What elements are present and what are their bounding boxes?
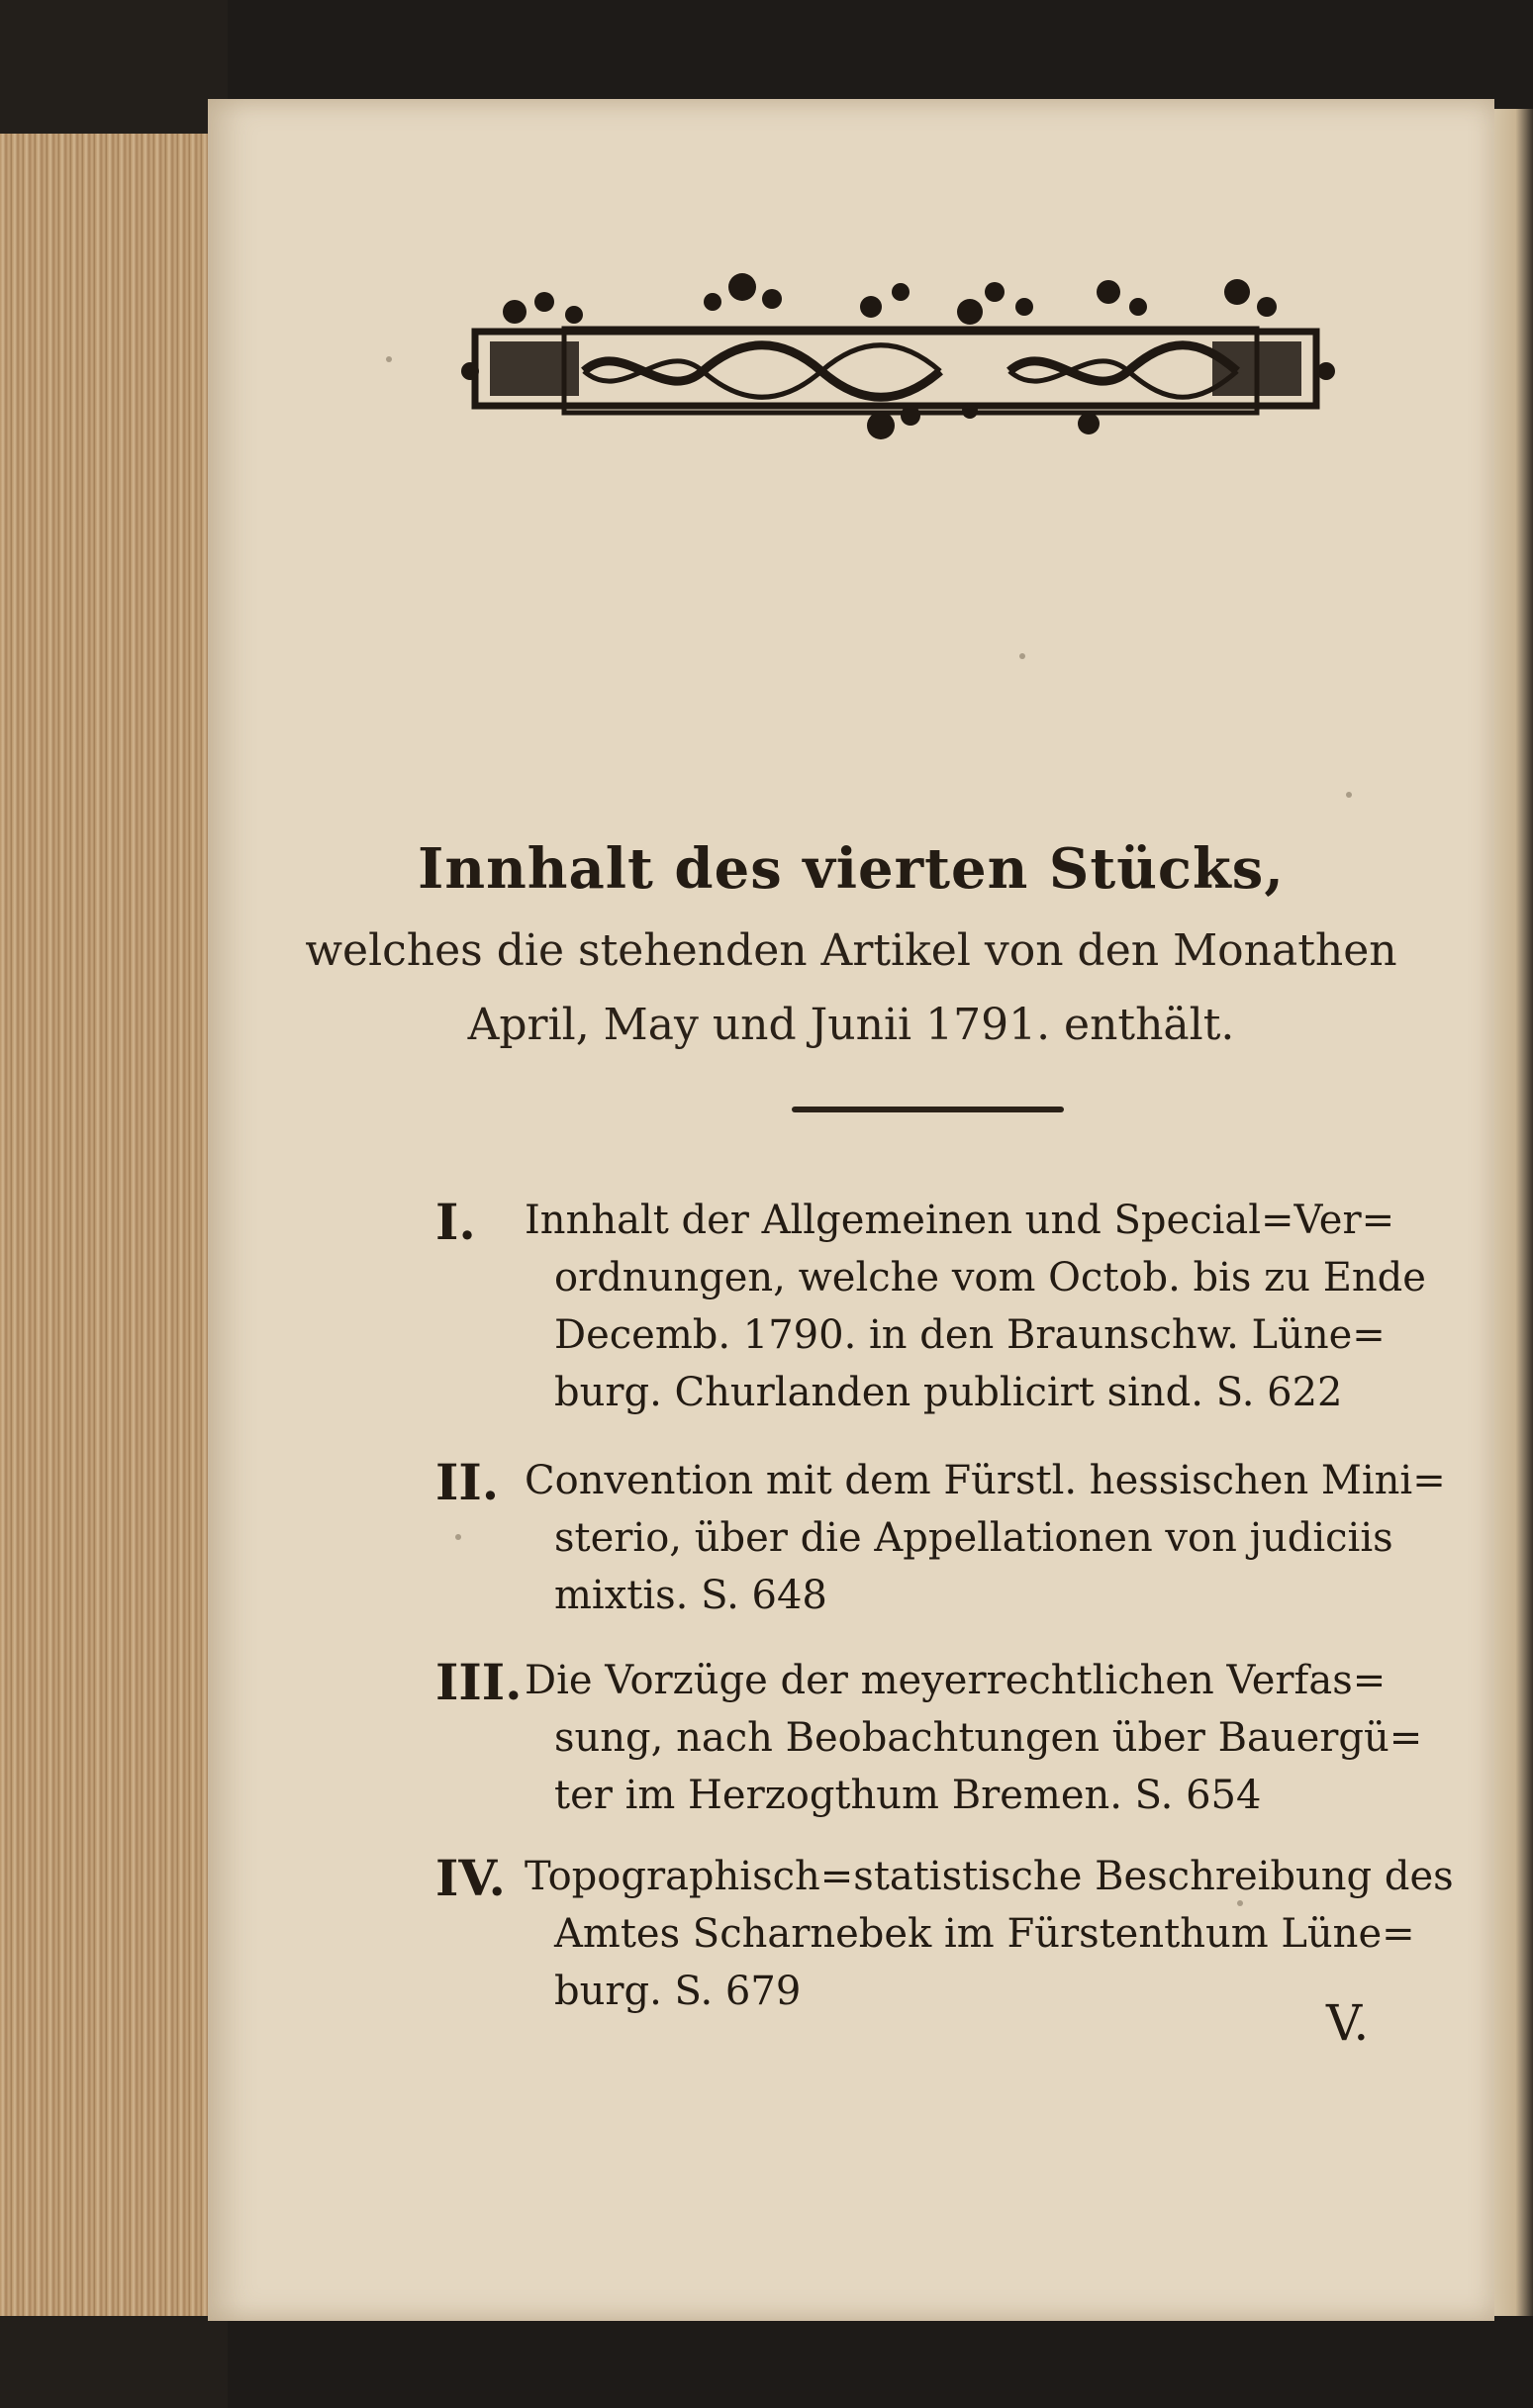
entry-line: Topographisch=statistische Beschreibung des (525, 1854, 1454, 1899)
entry-line: ter im Herzogthum Bremen. S. 654 (554, 1773, 1262, 1818)
entry-line: Die Vorzüge der meyerrechtlichen Verfas= (525, 1658, 1387, 1703)
entry-numeral: IV. (435, 1849, 506, 1907)
page-edges (0, 134, 233, 2316)
divider-rule (792, 1107, 1064, 1112)
entry-line: mixtis. S. 648 (554, 1573, 827, 1618)
entry-line: ordnungen, welche vom Octob. bis zu Ende (554, 1255, 1426, 1300)
entry-line: burg. Churlanden publicirt sind. S. 622 (554, 1370, 1343, 1415)
paper-speck (1237, 1900, 1243, 1906)
entry-line: burg. S. 679 (554, 1969, 802, 2014)
floral-vignette-icon (455, 267, 1336, 440)
entry-numeral: III. (435, 1653, 523, 1711)
entry-line: Innhalt der Allgemeinen und Special=Ver= (525, 1198, 1395, 1243)
paper-speck (1346, 792, 1352, 798)
entry-numeral: II. (435, 1453, 500, 1511)
entry-numeral: I. (435, 1193, 476, 1251)
catchword: V. (1326, 1994, 1370, 2052)
subtitle-line-2: April, May und Junii 1791. enthält. (467, 1000, 1235, 1050)
entry-line: sterio, über die Appellationen von judiciis (554, 1515, 1393, 1561)
entry-line: Convention mit dem Fürstl. hessischen Mini= (525, 1458, 1446, 1503)
entry-line: Decemb. 1790. in den Braunschw. Lüne= (554, 1312, 1386, 1358)
entry-line: Amtes Scharnebek im Fürstenthum Lüne= (554, 1911, 1415, 1957)
entry-line: sung, nach Beobachtungen über Bauergü= (554, 1715, 1423, 1761)
subtitle-line-1: welches die stehenden Artikel von den Monathen (305, 925, 1397, 976)
section-title: Innhalt des vierten Stücks, (418, 836, 1285, 902)
facing-page-edge (1489, 109, 1533, 2316)
paper-speck (455, 1534, 461, 1540)
paper-speck (386, 356, 392, 362)
paper-speck (1019, 653, 1025, 659)
